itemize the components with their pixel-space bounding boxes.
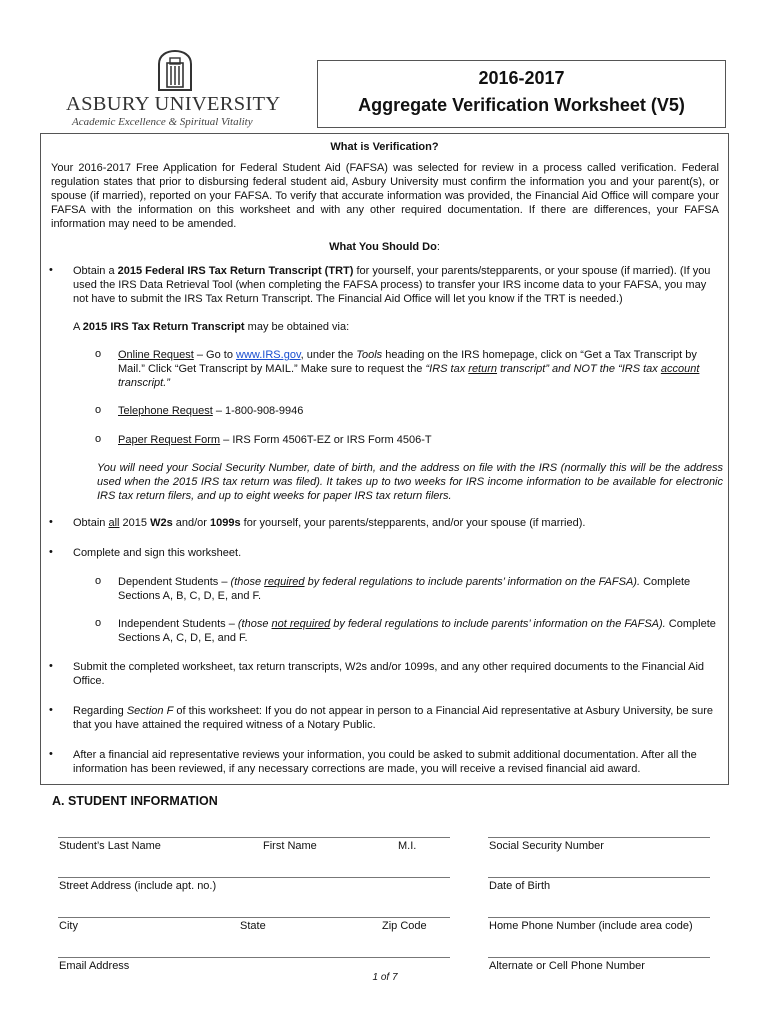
independent-students-item: Independent Students – (those not required by federal regulations to include parents’ information on the FAFSA). Complete Sections A, C, D, E, and F. <box>118 618 716 644</box>
paper-request-item: Paper Request Form – IRS Form 4506T-EZ or IRS Form 4506-T <box>118 434 432 446</box>
sub-bullet-icon: o <box>95 617 102 629</box>
last-name-label: Student’s Last Name <box>59 840 161 852</box>
worksheet-title: Aggregate Verification Worksheet (V5) <box>358 95 685 115</box>
home-phone-label: Home Phone Number (include area code) <box>489 920 693 932</box>
mi-label: M.I. <box>398 840 417 852</box>
sub-bullet-icon: o <box>95 348 102 360</box>
email-label: Email Address <box>59 960 130 972</box>
ssn-input-line[interactable] <box>488 837 710 838</box>
state-label: State <box>240 920 266 932</box>
transcript-obtain-via: A 2015 IRS Tax Return Transcript may be obtained via: <box>73 321 350 333</box>
online-request-item: Online Request – Go to www.IRS.gov, under the Tools heading on the IRS homepage, click on “Get a Tax Transcript by Mail.” Click “Get Transcript by MAIL.” Make sure to request the “IRS tax return transcript” and NOT the “IRS tax account transcript.” <box>118 349 700 389</box>
verification-body: Your 2016-2017 Free Application for Federal Student Aid (FAFSA) was selected for review in a process called verification. Federal regulation states that prior to disbursing federal student aid, Asbury University must confirm the information you and your parent(s), or spouse (if married), reported on your FAFSA. To verify that accurate information was provided, the Financial Aid Office will compare your FAFSA with the information on this worksheet and with any other required documentation. If there are differences, your FAFSA information may need to be amended. <box>51 162 719 230</box>
street-label: Street Address (include apt. no.) <box>59 880 217 892</box>
section-a-title: A. STUDENT INFORMATION <box>52 794 218 808</box>
bullet-icon: • <box>49 660 53 672</box>
home-phone-input-line[interactable] <box>488 917 710 918</box>
dependent-students-item: Dependent Students – (those required by federal regulations to include parents’ information on the FAFSA). Complete Sections A, B, C, D, E, and F. <box>118 576 691 602</box>
email-input-line[interactable] <box>58 957 450 958</box>
bullet-icon: • <box>49 264 53 276</box>
university-seal-icon <box>156 50 194 94</box>
bullet-submit: Submit the completed worksheet, tax return transcripts, W2s and/or 1099s, and any other required documents to the Financial Aid Office. <box>73 661 705 687</box>
dob-label: Date of Birth <box>489 880 551 892</box>
bullet-icon: • <box>49 546 53 558</box>
dob-input-line[interactable] <box>488 877 710 878</box>
title-box <box>317 60 726 128</box>
bullet-w2s: Obtain all 2015 W2s and/or 1099s for yourself, your parents/stepparents, and/or your spouse (if married). <box>73 517 586 529</box>
street-input-line[interactable] <box>58 877 450 878</box>
transcript-note: You will need your Social Security Number, date of birth, and the address on file with the IRS (normally this will be the address used when the 2015 IRS tax return was filed). It takes up to two weeks for IRS income information to be available for electronic IRS tax return filers, and up to eight weeks for paper IRS tax return filers. <box>97 462 723 502</box>
what-to-do-heading: What You Should Do: <box>329 241 440 253</box>
ssn-label: Social Security Number <box>489 840 604 852</box>
university-tagline: Academic Excellence & Spiritual Vitality <box>72 116 253 128</box>
bullet-icon: • <box>49 516 53 528</box>
bullet-complete-sign: Complete and sign this worksheet. <box>73 547 242 559</box>
alt-phone-label: Alternate or Cell Phone Number <box>489 960 645 972</box>
bullet-icon: • <box>49 748 53 760</box>
name-input-line[interactable] <box>58 837 450 838</box>
zip-label: Zip Code <box>382 920 427 932</box>
bullet-review: After a financial aid representative reviews your information, you could be asked to submit additional documentation. After all the information has been reviewed, if any necessary corrections are made, you will receive a revised financial aid award. <box>73 749 697 775</box>
bullet-section-f: Regarding Section F of this worksheet: If you do not appear in person to a Financial Aid representative at Asbury University, be sure that you have attained the required witness of a Notary Public. <box>73 705 713 731</box>
telephone-request-item: Telephone Request – 1-800-908-9946 <box>118 405 304 417</box>
city-state-zip-input-line[interactable] <box>58 917 450 918</box>
university-name: ASBURY UNIVERSITY <box>66 93 281 115</box>
sub-bullet-icon: o <box>95 404 102 416</box>
sub-bullet-icon: o <box>95 575 102 587</box>
verification-heading: What is Verification? <box>330 141 439 153</box>
sub-bullet-icon: o <box>95 433 102 445</box>
bullet-icon: • <box>49 704 53 716</box>
irs-link[interactable]: www.IRS.gov <box>236 349 301 361</box>
worksheet-year: 2016-2017 <box>478 68 565 88</box>
page-number: 1 of 7 <box>372 972 398 983</box>
city-label: City <box>59 920 78 932</box>
bullet-transcript: Obtain a 2015 Federal IRS Tax Return Transcript (TRT) for yourself, your parents/stepparents, or your spouse (if married). (If you used the IRS Data Retrieval Tool (when completing the FAFSA process) to transfer your IRS income data to your FAFSA, you may not have to submit the IRS Tax Return Transcript. The Financial Aid Office will let you know if the TRT is needed.) <box>73 265 711 305</box>
first-name-label: First Name <box>263 840 317 852</box>
alt-phone-input-line[interactable] <box>488 957 710 958</box>
